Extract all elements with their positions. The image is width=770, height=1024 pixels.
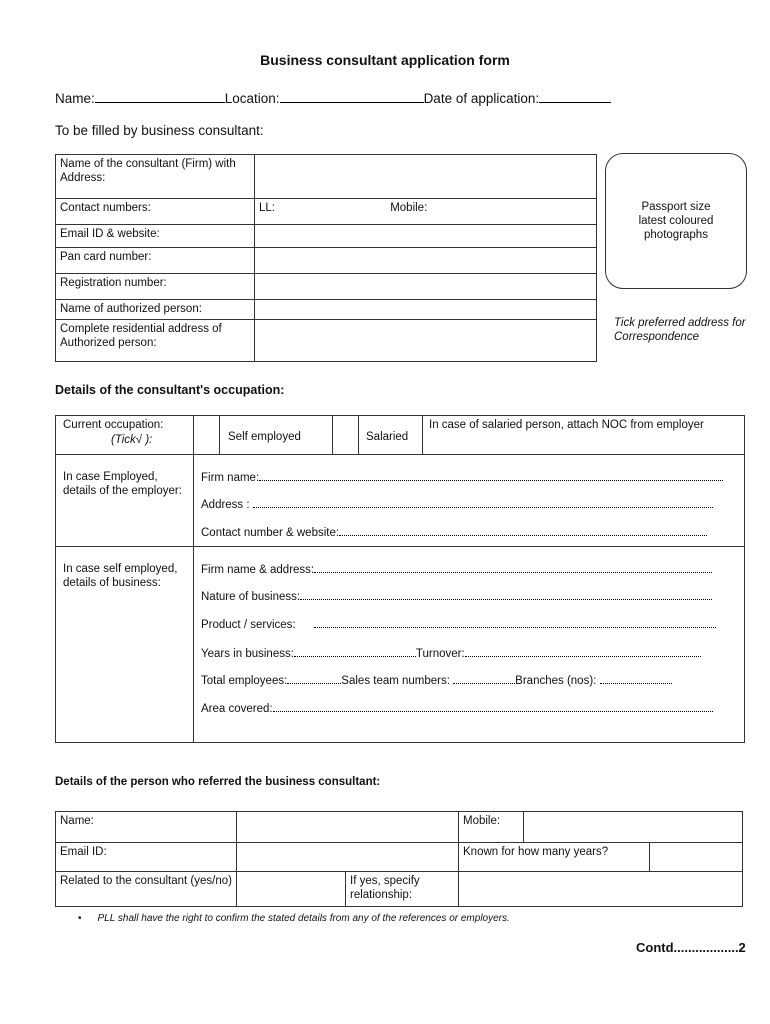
business-firm-row [201, 562, 712, 577]
branches-label: Branches (nos): [515, 675, 597, 687]
employer-contact-line[interactable] [339, 525, 707, 536]
employer-contact-label: Contact number & website: [201, 527, 340, 539]
branches-line[interactable] [600, 673, 672, 684]
bullet-note-row [78, 913, 510, 924]
related-field[interactable] [237, 872, 346, 907]
date-input-line[interactable] [539, 90, 611, 103]
occupation-heading: Details of the consultant's occupation: [55, 383, 285, 397]
registration-number-label: Registration number: [56, 274, 255, 300]
photo-box [605, 153, 747, 289]
salaried-label: Salaried [366, 431, 409, 443]
location-label: Location: [224, 91, 280, 106]
employer-firm-name-line[interactable] [259, 470, 723, 481]
sales-team-line[interactable] [453, 673, 515, 684]
turnover-line[interactable] [465, 646, 701, 657]
current-occupation-label: Current occupation: [63, 419, 164, 431]
noc-note: In case of salaried person, attach NOC from employer [429, 419, 704, 431]
employees-row [201, 673, 672, 688]
employer-firm-name-label: Firm name: [201, 472, 260, 484]
name-label: Name: [55, 91, 95, 106]
residential-address-field[interactable] [255, 320, 597, 362]
occupation-box [55, 415, 745, 743]
self-employed-details-label: In case self employed, details of business: [63, 563, 178, 589]
consultant-name-field[interactable] [255, 155, 597, 199]
turnover-label: Turnover: [415, 648, 465, 660]
business-firm-label: Firm name & address: [201, 564, 315, 576]
contact-numbers-label: Contact numbers: [56, 199, 255, 225]
self-employed-label: Self employed [228, 431, 301, 443]
employer-firm-name-row [201, 470, 723, 485]
employer-address-line[interactable] [253, 497, 713, 508]
employer-address-row [201, 497, 713, 512]
bullet-icon: • [78, 913, 82, 924]
total-employees-label: Total employees: [201, 675, 288, 687]
pan-card-field[interactable] [255, 248, 597, 274]
employer-address-label: Address : [201, 499, 250, 511]
years-business-label: Years in business: [201, 648, 294, 660]
years-business-line[interactable] [294, 646, 416, 657]
area-covered-label: Area covered: [201, 703, 273, 715]
product-services-row [201, 617, 716, 632]
email-website-field[interactable] [255, 225, 597, 248]
tick-label: (Tick√ ): [111, 434, 153, 446]
pan-card-label: Pan card number: [56, 248, 255, 274]
employer-contact-row [201, 525, 707, 540]
business-firm-line[interactable] [314, 562, 712, 573]
location-input-line[interactable] [280, 90, 424, 103]
self-employed-checkbox[interactable] [194, 416, 219, 454]
header-fields [55, 90, 611, 106]
contact-numbers-field[interactable] [255, 199, 597, 225]
tick-note: Tick preferred address for Correspondence [614, 317, 746, 343]
salaried-checkbox[interactable] [333, 416, 358, 454]
relationship-field[interactable] [459, 872, 743, 907]
referral-table [55, 811, 743, 907]
email-website-label: Email ID & website: [56, 225, 255, 248]
relationship-label: If yes, specify relationship: [346, 872, 459, 907]
consultant-name-label: Name of the consultant (Firm) with Address: [56, 155, 255, 199]
total-employees-line[interactable] [287, 673, 341, 684]
nature-business-label: Nature of business: [201, 591, 301, 603]
residential-address-label: Complete residential address of Authorized person: [56, 320, 255, 362]
known-years-field[interactable] [650, 843, 743, 872]
nature-business-line[interactable] [300, 589, 712, 600]
subtitle: To be filled by business consultant: [55, 123, 264, 138]
photo-box-text: Passport size latest coloured photographs [638, 201, 714, 241]
form-title: Business consultant application form [260, 52, 510, 68]
area-covered-row [201, 701, 713, 716]
referrer-mobile-label: Mobile: [459, 812, 524, 843]
referrer-mobile-field[interactable] [524, 812, 743, 843]
authorized-person-field[interactable] [255, 300, 597, 320]
referrer-name-field[interactable] [237, 812, 459, 843]
bullet-note: PLL shall have the right to confirm the stated details from any of the references or employers. [97, 913, 510, 924]
date-label: Date of application: [423, 91, 540, 106]
product-services-label: Product / services: [201, 619, 296, 631]
consultant-table [55, 154, 597, 362]
product-services-line[interactable] [314, 617, 716, 628]
referrer-name-label: Name: [56, 812, 237, 843]
employed-label: In case Employed, details of the employer: [63, 471, 182, 497]
mobile-label: Mobile: [390, 202, 428, 214]
years-turnover-row [201, 646, 701, 661]
referrer-email-label: Email ID: [56, 843, 237, 872]
known-years-label: Known for how many years? [459, 843, 650, 872]
name-input-line[interactable] [95, 90, 225, 103]
contd-label: Contd..................2 [636, 940, 746, 955]
referral-heading: Details of the person who referred the business consultant: [55, 776, 381, 788]
referrer-email-field[interactable] [237, 843, 459, 872]
related-label: Related to the consultant (yes/no) [56, 872, 237, 907]
ll-label: LL: [259, 202, 275, 214]
registration-number-field[interactable] [255, 274, 597, 300]
authorized-person-label: Name of authorized person: [56, 300, 255, 320]
nature-business-row [201, 589, 712, 604]
sales-team-label: Sales team numbers: [341, 675, 450, 687]
area-covered-line[interactable] [273, 701, 713, 712]
